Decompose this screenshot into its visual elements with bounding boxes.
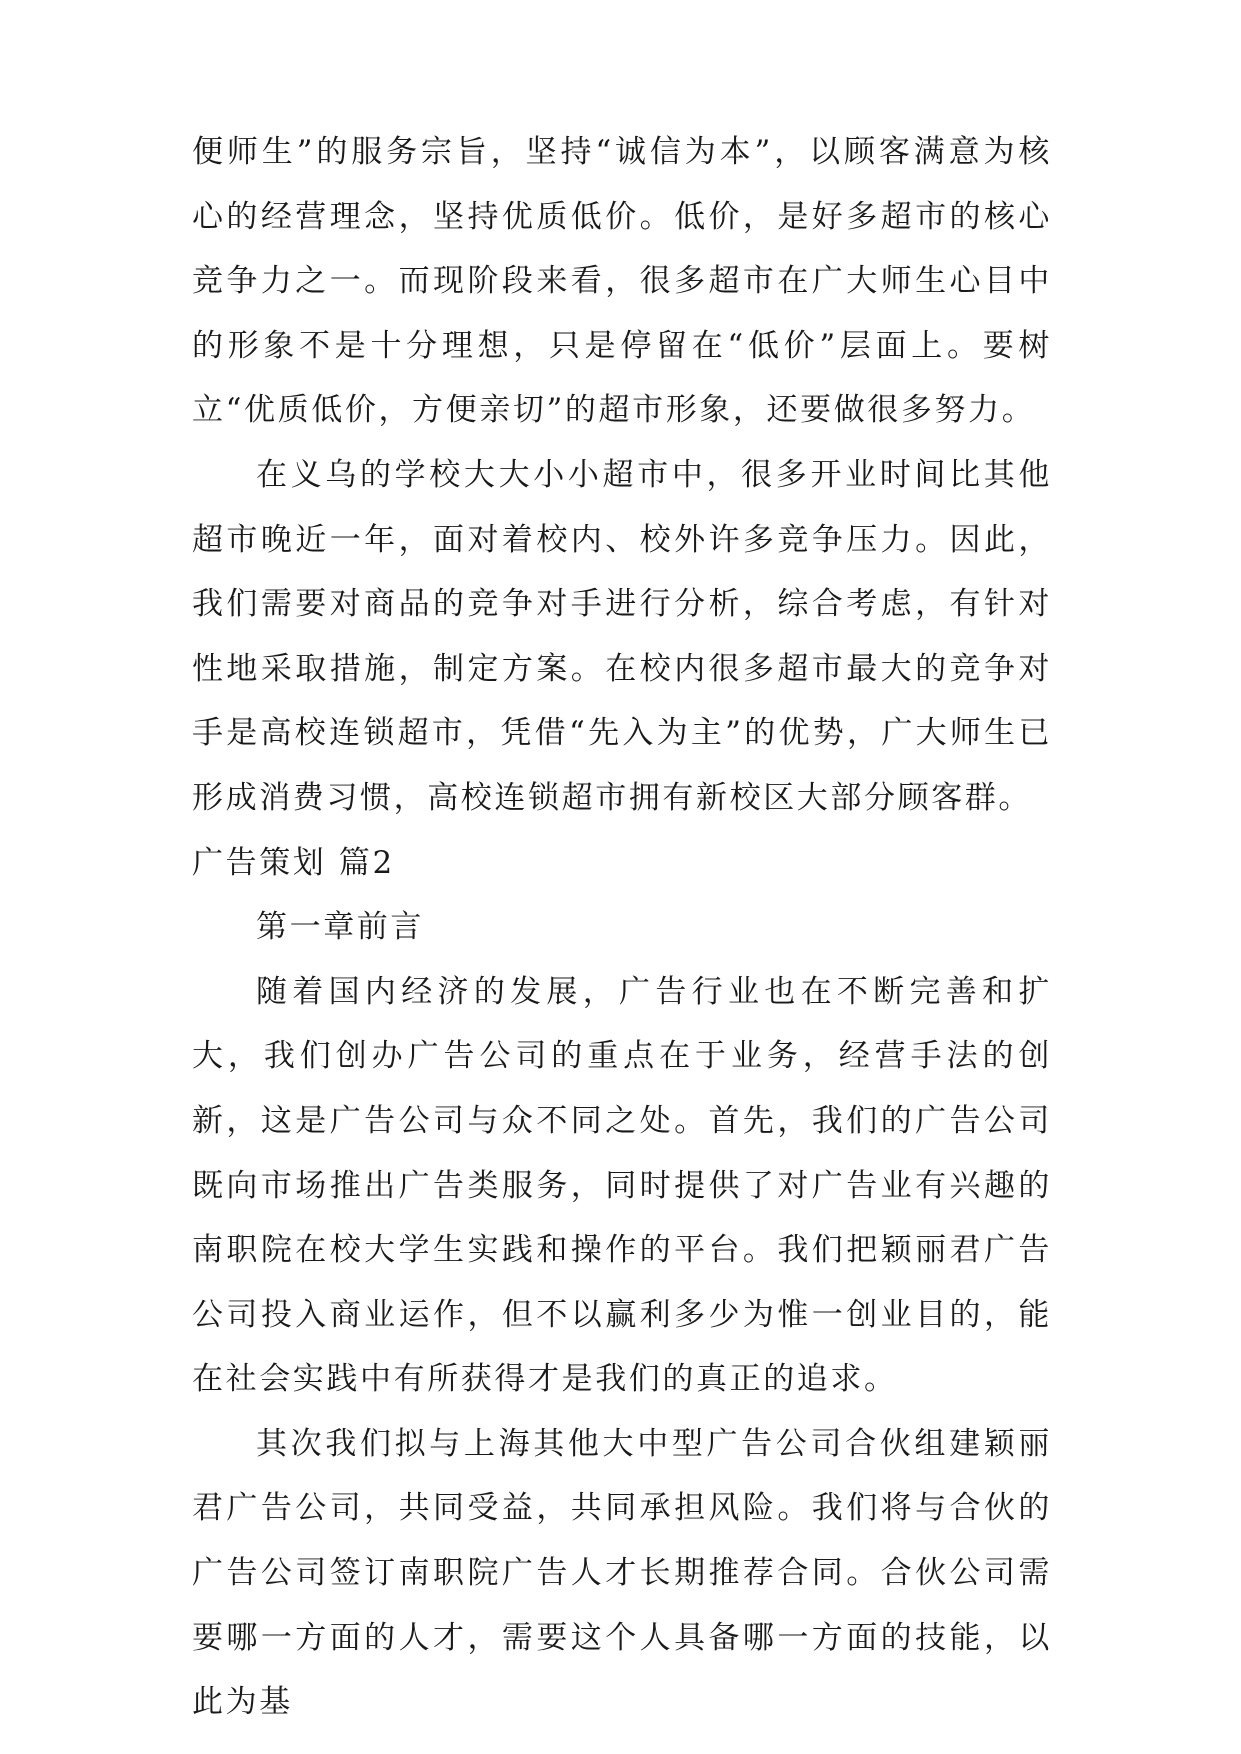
section-title: 广告策划 篇2: [192, 844, 395, 881]
chapter-title: 第一章前言: [256, 909, 424, 946]
paragraph-4: 其次我们拟与上海其他大中型广告公司合伙组建颖丽君广告公司，共同受益，共同承担风险。我们将与合伙的广告公司签订南职院广告人才长期推荐合同。合伙公司需要哪一方面的人才，需要这个人具备哪一方面的技能，以此为基: [192, 1425, 1052, 1721]
paragraph-2: 在义乌的学校大大小小超市中，很多开业时间比其他超市晚近一年，面对着校内、校外许多竞争压力。因此，我们需要对商品的竞争对手进行分析，综合考虑，有针对性地采取措施，制定方案。在校内很多超市最大的竞争对手是高校连锁超市，凭借“先入为主”的优势，广大师生已形成消费习惯，高校连锁超市拥有新校区大部分顾客群。: [192, 456, 1052, 816]
paragraph-1: 便师生”的服务宗旨，坚持“诚信为本”，以顾客满意为核心的经营理念，坚持优质低价。低价，是好多超市的核心竞争力之一。而现阶段来看，很多超市在广大师生心目中的形象不是十分理想，只是停留在“低价”层面上。要树立“优质低价，方便亲切”的超市形象，还要做很多努力。: [192, 134, 1052, 429]
document-body: [192, 120, 1052, 1735]
paragraph-3: 随着国内经济的发展，广告行业也在不断完善和扩大，我们创办广告公司的重点在于业务，经营手法的创新，这是广告公司与众不同之处。首先，我们的广告公司既向市场推出广告类服务，同时提供了对广告业有兴趣的南职院在校大学生实践和操作的平台。我们把颖丽君广告公司投入商业运作，但不以赢利多少为惟一创业目的，能在社会实践中有所获得才是我们的真正的追求。: [192, 973, 1052, 1398]
